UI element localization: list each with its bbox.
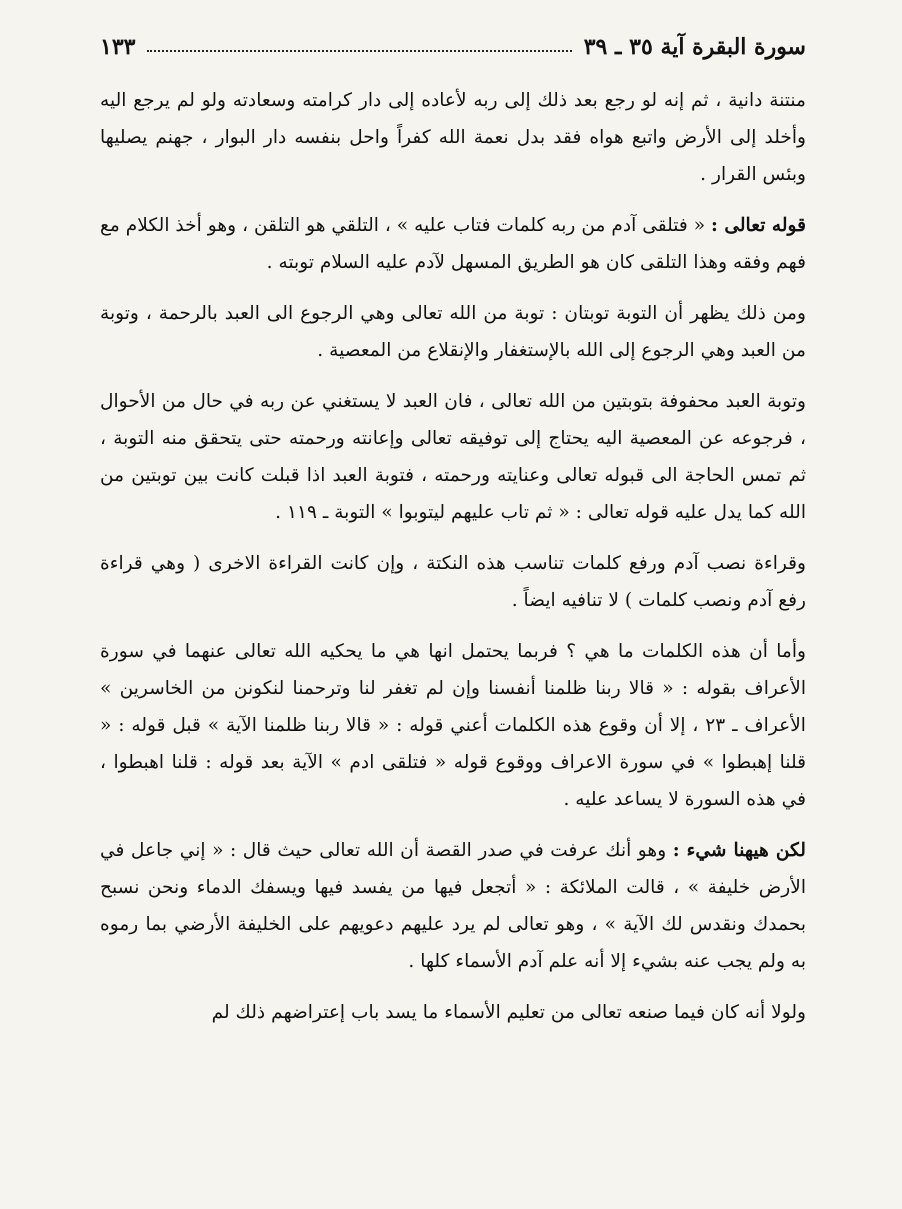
paragraph-text: « فتلقى آدم من ربه كلمات فتاب عليه » ، التلقي هو التلقن ، وهو أخذ الكلام مع فهم وفقه وهذا التلقى كان هو الطريق المسهل لآدم عليه السلام توبته . — [100, 215, 806, 273]
paragraph-text: وأما أن هذه الكلمات ما هي ؟ فربما يحتمل انها هي ما يحكيه الله تعالى عنهما في سورة الأعراف بقوله : « قالا ربنا ظلمنا أنفسنا وإن لم تغفر لنا وترحمنا لنكونن من الخاسرين » الأعراف ـ ٢٣ ، إلا أن وقوع هذه الكلمات أعني قوله : « قالا ربنا ظلمنا الآية » قبل قوله : « قلنا إهبطوا » في سورة الاعراف ووقوع قوله « فتلقى ادم » الآية بعد قوله : قلنا اهبطوا ، في هذه السورة لا يساعد عليه . — [100, 641, 806, 810]
paragraph-text: وقراءة نصب آدم ورفع كلمات تناسب هذه النكتة ، وإن كانت القراءة الاخرى ( وهي قراءة رفع آدم ونصب كلمات ) لا تنافيه ايضاً . — [100, 553, 806, 611]
paragraph — [100, 832, 806, 980]
paragraph-lead: قوله تعالى : — [711, 215, 806, 236]
paragraph-text: منتنة دانية ، ثم إنه لو رجع بعد ذلك إلى ربه لأعاده إلى دار كرامته وسعادته ولو لم يرجع اليه وأخلد إلى الأرض واتبع هواه فقد بدل نعمة الله كفراً واحل بنفسه دار البوار ، جهنم يصليها وبئس القرار . — [100, 90, 806, 185]
paragraph-text: ولولا أنه كان فيما صنعه تعالى من تعليم الأسماء ما يسد باب إعتراضهم ذلك لم — [211, 1002, 806, 1023]
paragraph-text: وهو أنك عرفت في صدر القصة أن الله تعالى حيث قال : « إني جاعل في الأرض خليفة » ، قالت الملائكة : « أتجعل فيها من يفسد فيها ويسفك الدماء ونحن نسبح بحمدك ونقدس لك الآية » ، وهو تعالى لم يرد عليهم دعويهم على الخليفة الأرضي بما رموه به ولم يجب عنه بشيء إلا أنه علم آدم الأسماء كلها . — [100, 840, 806, 972]
paragraph-text: وتوبة العبد محفوفة بتوبتين من الله تعالى ، فان العبد لا يستغني عن ربه في حال من الأحوال ، فرجوعه عن المعصية اليه يحتاج إلى توفيقه تعالى وإعانته ورحمته حتى يتحقق منه التوبة ، ثم تمس الحاجة الى قبوله تعالى وعنايته ورحمته ، فتوبة العبد اذا قبلت كانت بين توبتين من الله كما يدل عليه قوله تعالى : « ثم تاب عليهم ليتوبوا » التوبة ـ ١١٩ . — [100, 391, 806, 523]
page-number: ١٣٣ — [100, 34, 136, 60]
header-dotted-rule — [147, 50, 571, 52]
paragraph — [100, 633, 806, 818]
page-body — [100, 82, 806, 1031]
paragraph-text: ومن ذلك يظهر أن التوبة توبتان : توبة من الله تعالى وهي الرجوع الى العبد بالرحمة ، وتوبة من العبد وهي الرجوع إلى الله بالإستغفار والإنقلاع من المعصية . — [100, 303, 806, 361]
paragraph — [100, 383, 806, 531]
paragraph — [100, 994, 806, 1031]
paragraph-lead: لكن هيهنا شيء : — [672, 840, 806, 861]
paragraph — [100, 295, 806, 369]
running-header-title: سورة البقرة آية ٣٥ ـ ٣٩ — [583, 34, 806, 60]
paragraph — [100, 82, 806, 193]
paragraph — [100, 207, 806, 281]
running-header — [100, 30, 806, 64]
paragraph — [100, 545, 806, 619]
